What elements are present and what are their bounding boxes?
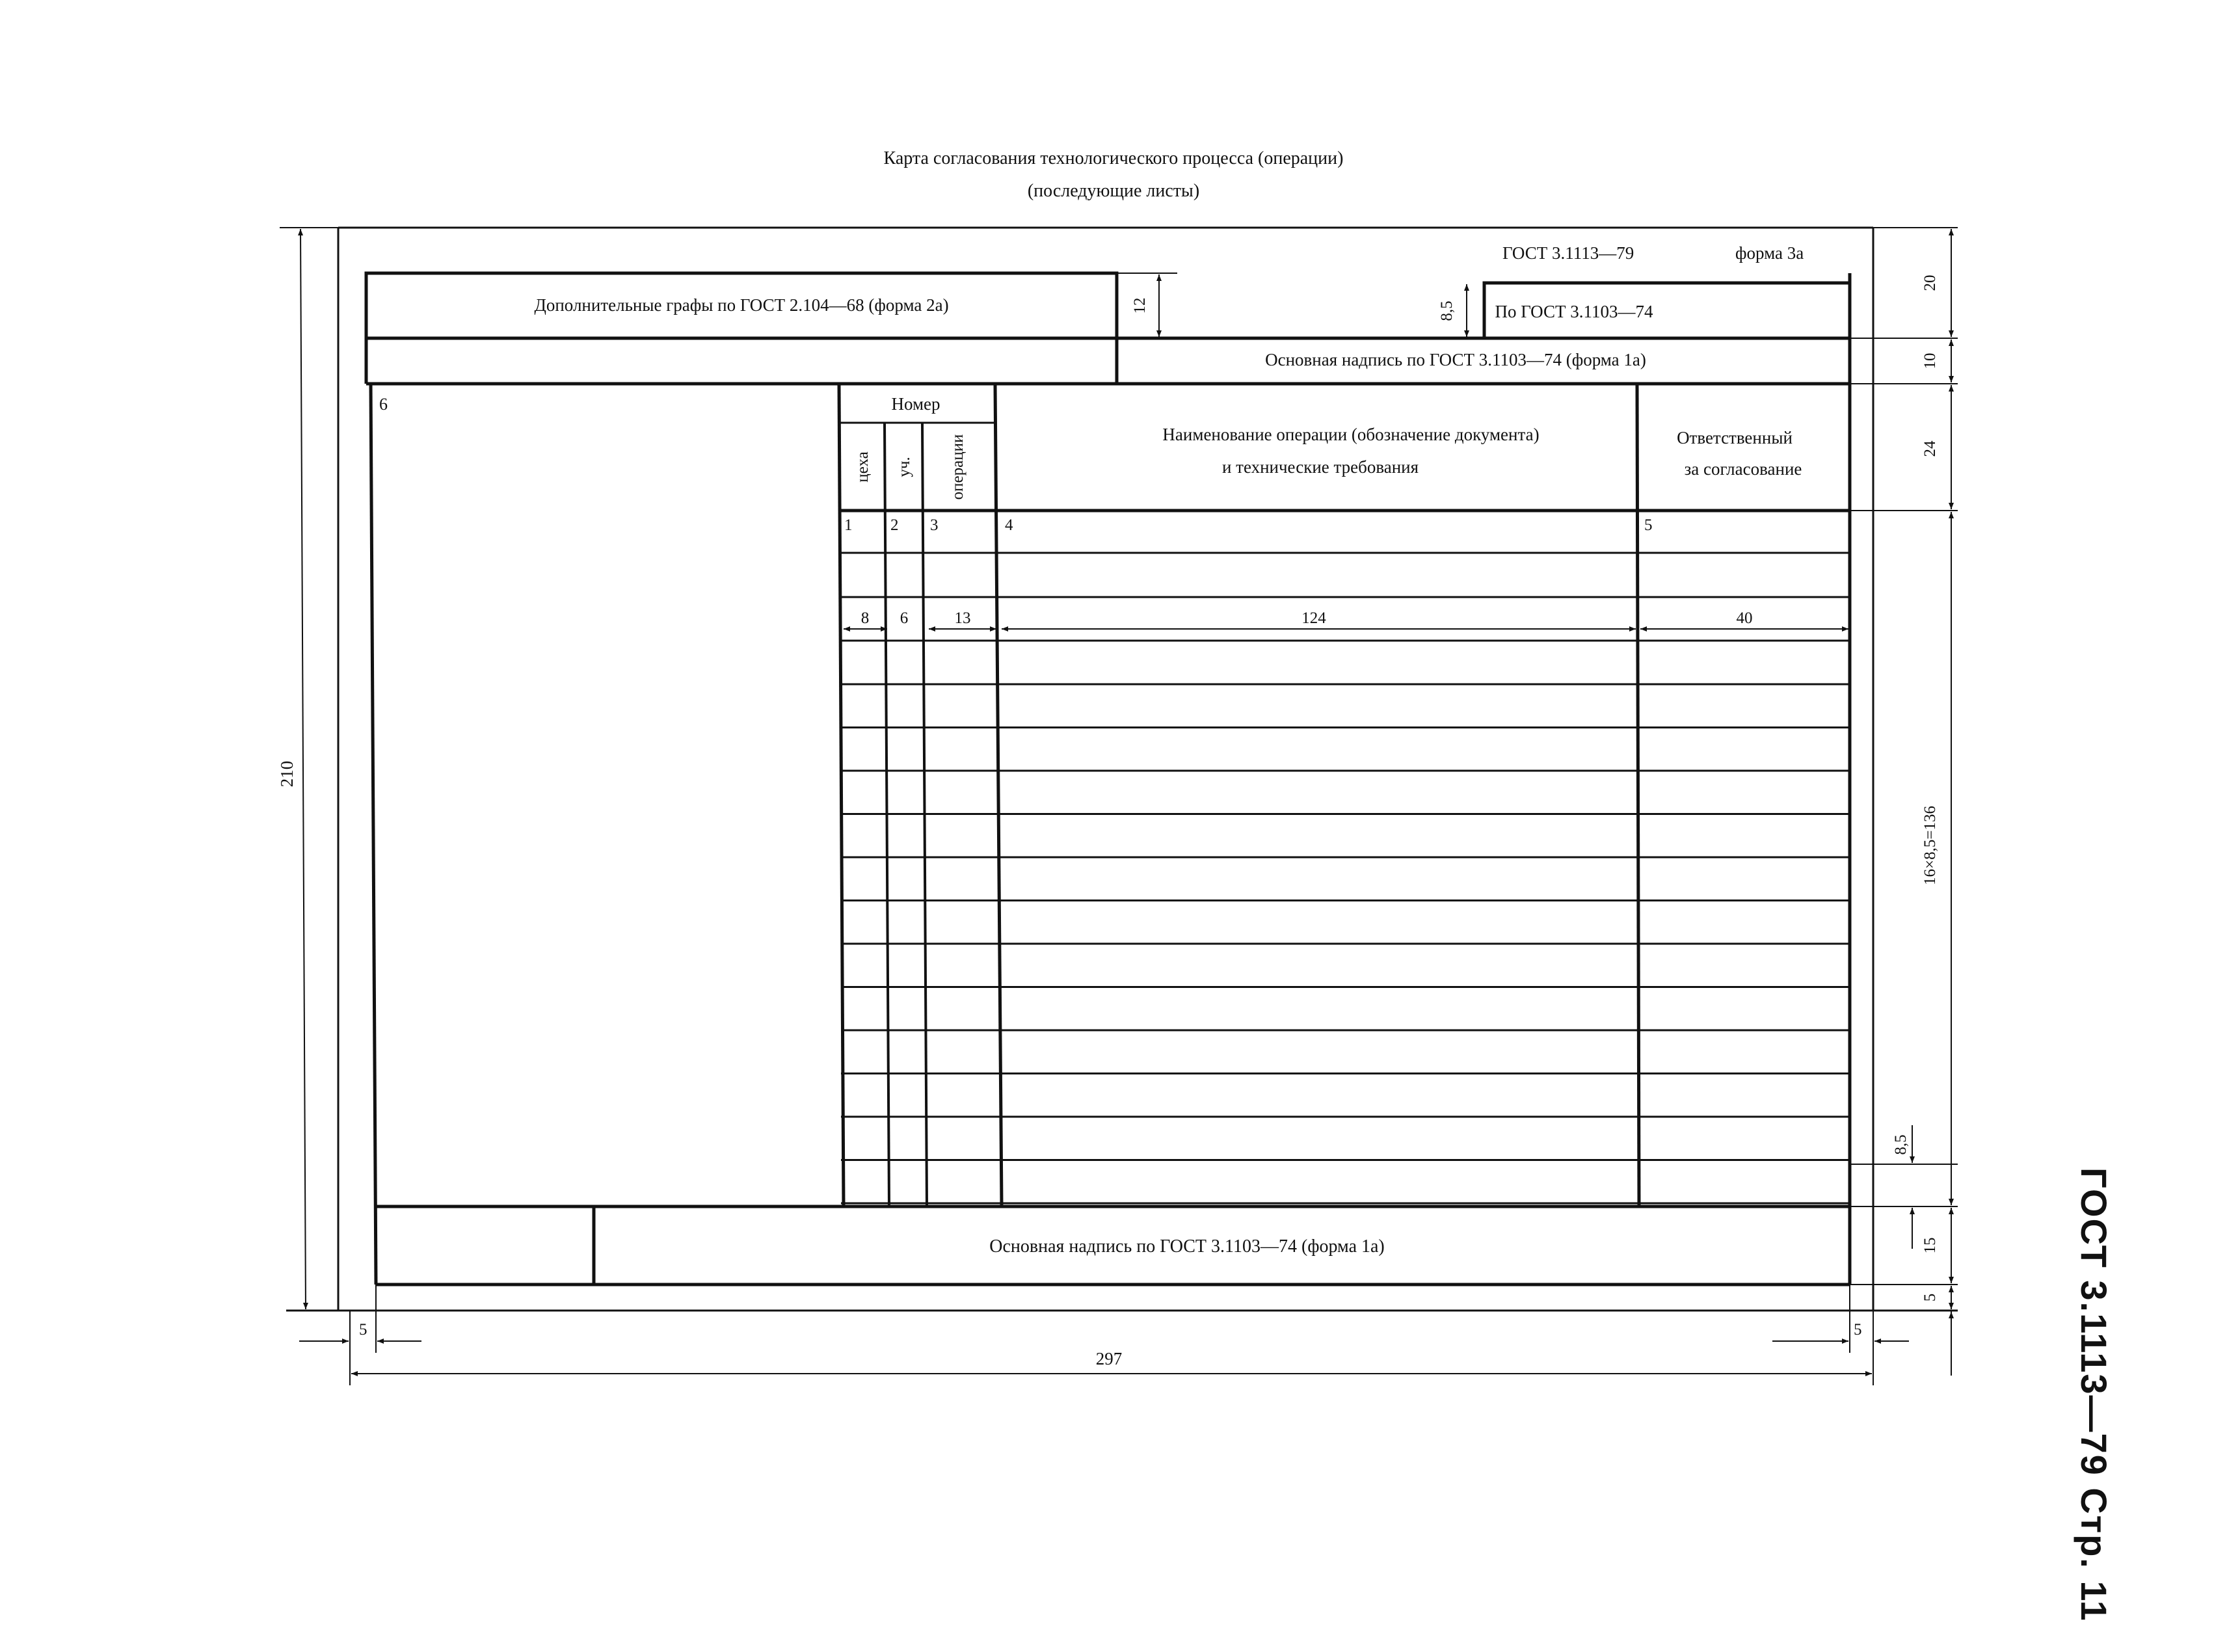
dim-header-12: 12 [1131, 297, 1149, 314]
additional-fields-label: Дополнительные графы по ГОСТ 2.104—68 (форма 2а) [534, 295, 949, 315]
form-number: форма 3а [1735, 243, 1804, 263]
col-number-1: 1 [844, 516, 853, 534]
col-width-1: 8 [860, 609, 870, 627]
table-rows [841, 553, 1850, 1203]
col5-header-line1: Ответственный [1677, 428, 1793, 447]
page-number-label [2074, 1167, 2118, 1622]
by-standard-label: По ГОСТ 3.1103—74 [1495, 302, 1653, 321]
left-field-number: 6 [379, 395, 388, 414]
col-number-5: 5 [1644, 516, 1653, 534]
header-dimensions [1159, 274, 1467, 337]
dim-right-20: 20 [1921, 274, 1939, 291]
col-width-3: 13 [954, 609, 971, 627]
side-label-text: ГОСТ 3.1113—79 Стр. 11 [2074, 1167, 2114, 1622]
dim-header-8-5: 8,5 [1438, 300, 1456, 321]
group-header-number: Номер [891, 394, 940, 414]
col-width-2: 6 [900, 609, 909, 627]
sheet-border [286, 228, 1958, 1311]
col4-header-line1: Наименование операции (обозначение документа) [1162, 425, 1540, 444]
dim-bottom-297: 297 [1095, 1349, 1123, 1368]
dim-right-15: 15 [1921, 1237, 1939, 1254]
main-inscription-bottom: Основная надпись по ГОСТ 3.1103—74 (форма 1а) [989, 1236, 1385, 1257]
header-blocks [366, 273, 1850, 1285]
dim-right-24: 24 [1921, 440, 1939, 457]
col-width-4: 124 [1301, 609, 1326, 627]
col5-header-line2: за согласование [1684, 459, 1802, 479]
form-standard: ГОСТ 3.1113—79 [1502, 243, 1634, 263]
sub-header-shop: цеха [854, 451, 872, 483]
sub-header-operation: операции [949, 434, 967, 500]
main-frame [371, 384, 1850, 1285]
dim-right-10: 10 [1921, 353, 1939, 369]
col-number-3: 3 [930, 516, 939, 534]
dim-right-8-5: 8,5 [1892, 1134, 1910, 1155]
dim-left-210: 210 [277, 760, 297, 788]
dim-bottom-5-right: 5 [1854, 1321, 1862, 1339]
main-inscription-top: Основная надпись по ГОСТ 3.1103—74 (форма 1а) [1265, 350, 1646, 369]
page-subtitle: (последующие листы) [1027, 181, 1200, 201]
dim-bottom-5-left: 5 [359, 1321, 367, 1339]
right-dimensions [1850, 228, 1958, 1376]
dim-right-5: 5 [1921, 1293, 1939, 1302]
bottom-dimensions [299, 1285, 1909, 1385]
col-number-2: 2 [890, 516, 899, 534]
col-number-4: 4 [1005, 516, 1013, 534]
dim-right-rows: 16×8,5=136 [1921, 806, 1939, 885]
col4-header-line2: и технические требования [1221, 457, 1419, 477]
page-title: Карта согласования технологического процесса (операции) [883, 148, 1344, 168]
col-width-5: 40 [1736, 609, 1753, 627]
sub-header-section: уч. [896, 457, 913, 477]
